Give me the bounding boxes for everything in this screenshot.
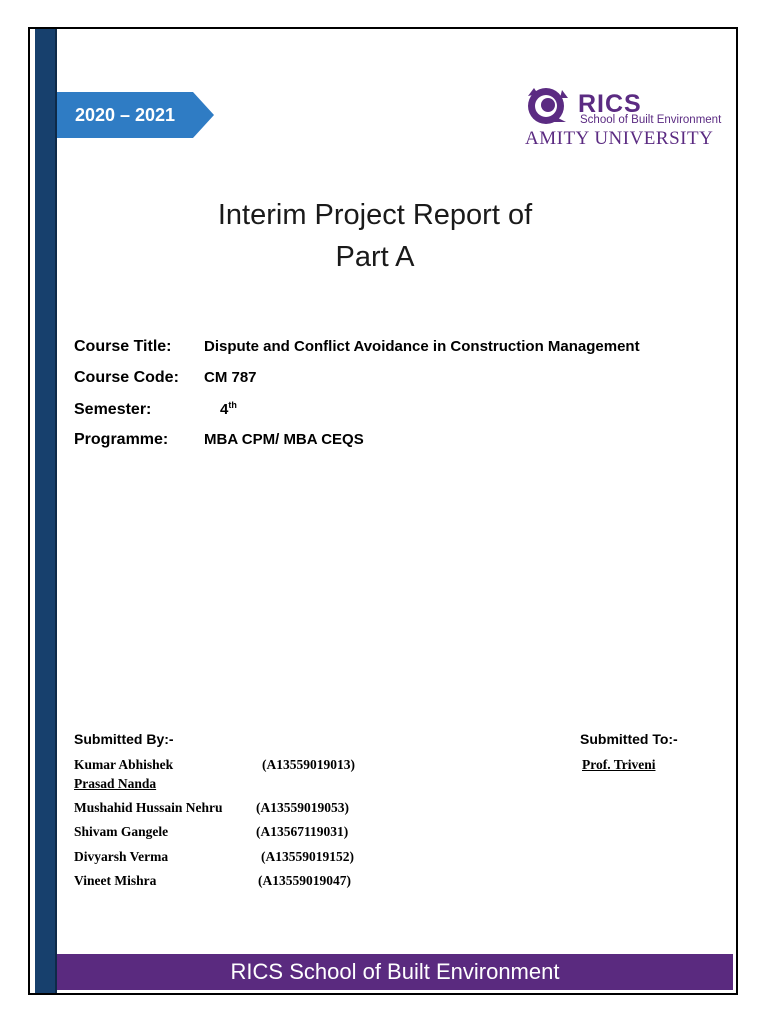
submitted-to-label: Submitted To:- — [580, 731, 678, 747]
submitted-by-label: Submitted By:- — [74, 731, 174, 747]
programme-row — [74, 431, 364, 449]
member-row — [74, 824, 349, 840]
rics-amity-logo — [522, 86, 732, 150]
member-row — [74, 873, 351, 889]
report-title — [120, 194, 630, 278]
member-name: Divyarsh Verma — [74, 849, 169, 864]
logo-rics-text: RICS — [578, 90, 642, 118]
member-row — [74, 849, 354, 865]
programme-label: Programme: — [74, 431, 169, 448]
course-code-row — [74, 369, 257, 387]
member-row — [74, 800, 349, 816]
title-line-1: Interim Project Report of — [217, 199, 533, 231]
logo-subtitle: School of Built Environment — [580, 114, 722, 126]
member-id: (A13559019053) — [256, 800, 349, 815]
semester-suffix: th — [228, 400, 237, 410]
semester-label: Semester: — [74, 401, 152, 418]
course-code-value: CM 787 — [204, 369, 257, 386]
logo-university: AMITY UNIVERSITY — [525, 128, 714, 149]
course-title-row — [74, 338, 640, 356]
title-line-2: Part A — [335, 241, 415, 273]
side-bar-line — [55, 29, 57, 993]
semester-number: 4 — [220, 401, 229, 418]
member-name: Shivam Gangele — [74, 824, 169, 839]
member-name: Mushahid Hussain Nehru — [74, 800, 223, 815]
semester-row — [74, 400, 237, 419]
supervisor-name-line-2: Prasad Nanda — [74, 776, 157, 791]
member-id: (A13567119031) — [256, 824, 349, 839]
course-title-label: Course Title: — [74, 338, 172, 355]
footer-banner: RICS School of Built Environment — [57, 954, 733, 990]
member-id: (A13559019013) — [262, 757, 355, 772]
member-id: (A13559019152) — [261, 849, 354, 864]
member-id: (A13559019047) — [258, 873, 351, 888]
programme-value: MBA CPM/ MBA CEQS — [204, 431, 364, 448]
year-text: 2020 – 2021 — [74, 104, 176, 125]
member-name: Kumar Abhishek — [74, 757, 174, 772]
member-row — [74, 757, 355, 773]
member-name: Vineet Mishra — [74, 873, 157, 888]
lion-emblem-icon — [524, 86, 574, 126]
year-badge — [57, 92, 214, 138]
course-code-label: Course Code: — [74, 369, 179, 386]
supervisor-name-line-1: Prof. Triveni — [582, 757, 656, 772]
side-bar — [35, 29, 55, 993]
course-title-value: Dispute and Conflict Avoidance in Construction Management — [204, 338, 640, 355]
